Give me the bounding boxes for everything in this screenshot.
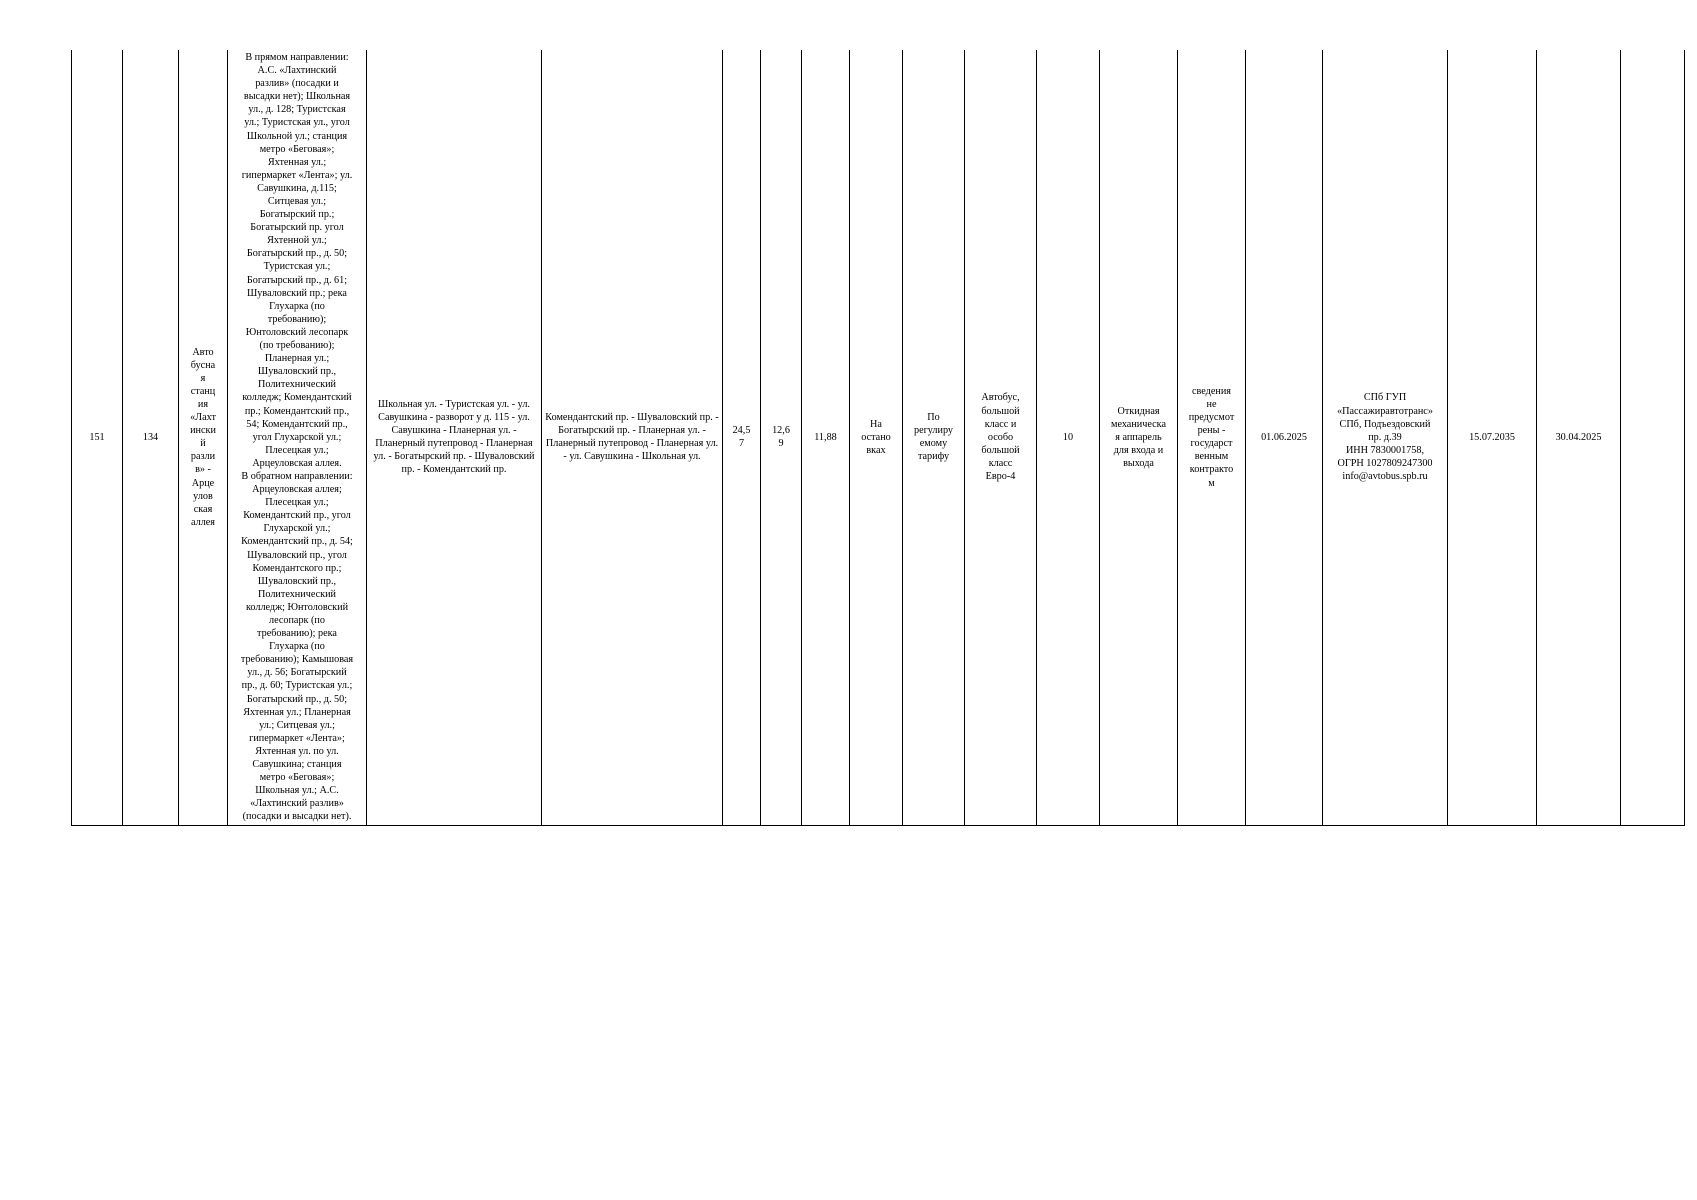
vehicle-count-cell: 10 [1037, 50, 1100, 825]
streets-forward-cell: Школьная ул. - Туристская ул. - ул. Савушкина - разворот у д. 115 - ул. Савушкина - Планерная ул. - Планерный путепровод - Планерная ул. - Богатырский пр. - Шуваловский пр. - Комендантский пр. [367, 50, 542, 825]
registry-number-cell: 151 [72, 50, 123, 825]
date-2-cell: 15.07.2035 [1448, 50, 1537, 825]
length-forward-cell: 24,5 7 [723, 50, 761, 825]
equipment-cell: Откидная механическа я аппарель для входа и выхода [1100, 50, 1178, 825]
route-registry-table [71, 50, 1685, 826]
empty-cell [1621, 50, 1685, 825]
vehicles-cell: Автобус, большой класс и особо большой класс Евро-4 [965, 50, 1037, 825]
boarding-order-cell: На остано вках [850, 50, 903, 825]
length-backward-cell: 12,6 9 [761, 50, 802, 825]
start-date-cell: 01.06.2025 [1246, 50, 1323, 825]
length-total-cell: 11,88 [802, 50, 850, 825]
intermediate-stops-cell: В прямом направлении: А.С. «Лахтинский разлив» (посадки и высадки нет); Школьная ул., д. 128; Туристская ул.; Туристская ул., угол Школьной ул.; станция метро «Беговая»; Яхтенная ул.; гипермаркет «Лента»; ул. Савушкина, д.115; Ситцевая ул.; Богатырский пр.; Богатырский пр. угол Яхтенной ул.; Богатырский пр., д. 50; Туристская ул.; Богатырский пр., д. 61; Шуваловский пр.; река Глухарка (по требованию); Юнтоловский лесопарк (по требованию); Планерная ул.; Шуваловский пр., Политехнический колледж; Комендантский пр.; Комендантский пр., 54; Комендантский пр., угол Глухарской ул.; Плесецкая ул.; Арцеуловская аллея. В обратном направлении: Арцеуловская аллея; Плесецкая ул.; Комендантский пр., угол Глухарской ул.; Комендантский пр., д. 54; Шуваловский пр., угол Комендантского пр.; Шуваловский пр., Политехнический колледж; Юнтоловский лесопарк (по требованию); река Глухарка (по требованию); Камышовая ул., д. 56; Богатырский пр., д. 60; Туристская ул.; Богатырский пр., д. 50; Яхтенная ул.; Планерная ул.; Ситцевая ул.; гипермаркет «Лента»; Яхтенная ул. по ул. Савушкина; станция метро «Беговая»; Школьная ул.; А.С. «Лахтинский разлив» (посадки и высадки нет). [228, 50, 367, 825]
table-row [72, 50, 1685, 825]
streets-backward-cell: Комендантский пр. - Шуваловский пр. - Богатырский пр. - Планерная ул. - Планерный путепровод - Планерная ул. - ул. Савушкина - Школьная ул. [542, 50, 723, 825]
route-name-cell: Авто бусна я станц ия «Лахт ински й разли в» - Арце улов ская аллея [179, 50, 228, 825]
contract-info-cell: сведения не предусмот рены - государст венным контракто м [1178, 50, 1246, 825]
date-3-cell: 30.04.2025 [1537, 50, 1621, 825]
carrier-cell: СПб ГУП «Пассажиравтотранс» СПб, Подъездовский пр. д.39 ИНН 7830001758, ОГРН 1027809247300 info@avtobus.spb.ru [1323, 50, 1448, 825]
route-number-cell: 134 [123, 50, 179, 825]
tariff-type-cell: По регулиру емому тарифу [903, 50, 965, 825]
